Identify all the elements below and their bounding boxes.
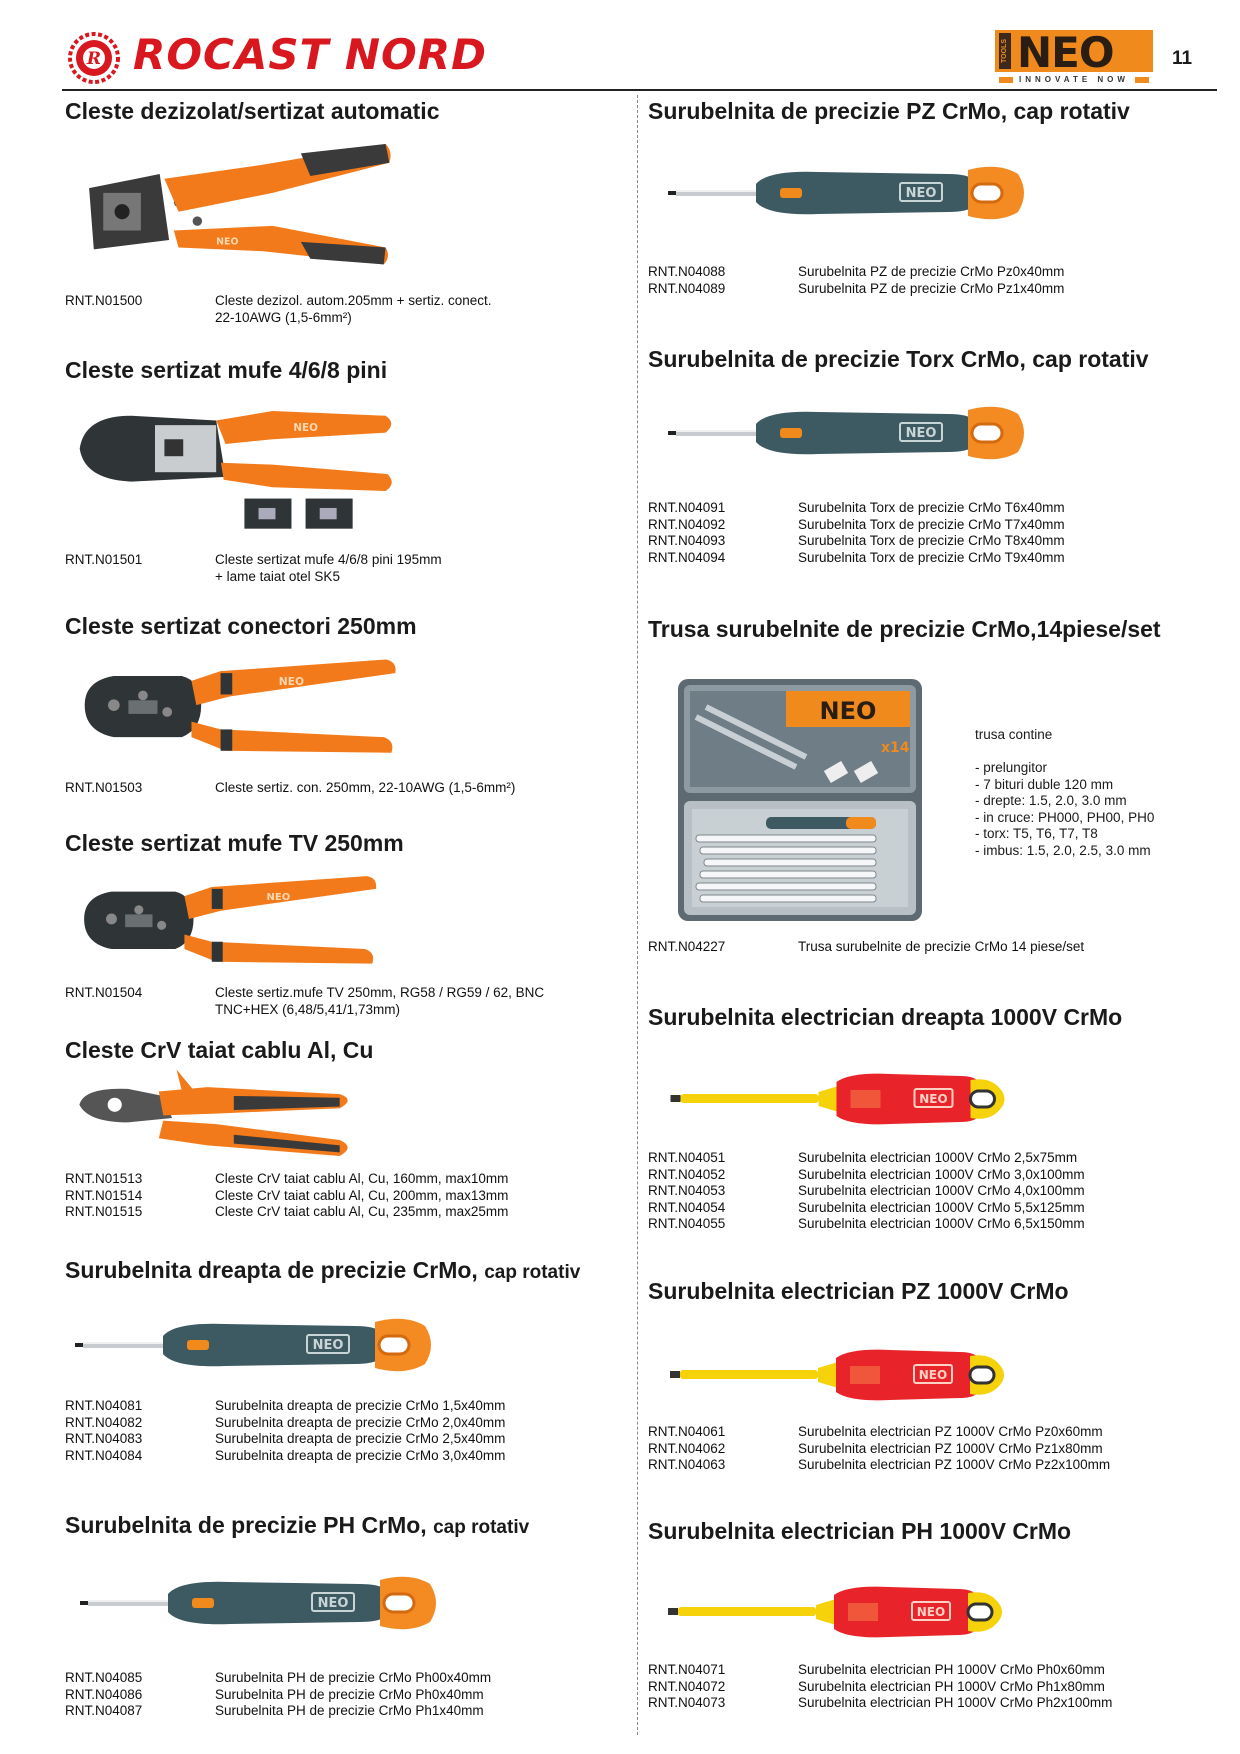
product-code: RNT.N04085 [65, 1670, 143, 1685]
product-row [65, 985, 625, 1002]
product-code: RNT.N04082 [65, 1414, 143, 1430]
product-description: Trusa surubelnite de precizie CrMo 14 piese/set [798, 939, 1085, 954]
product-code: RNT.N04081 [65, 1398, 143, 1413]
neo-logo-text: NEO [1017, 28, 1114, 77]
product-description: Surubelnita Torx de precizie CrMo T6x40mm [798, 500, 1065, 515]
product-description: Surubelnita electrician 1000V CrMo 6,5x150mm [798, 1216, 1085, 1231]
product-code: RNT.N04063 [648, 1457, 726, 1472]
header-divider [62, 89, 1217, 91]
product-row [648, 550, 1208, 567]
product-row [65, 1415, 625, 1432]
product-row [65, 1398, 625, 1415]
product-list [648, 1662, 1208, 1712]
section-title: Cleste dezizolat/sertizat automatic [65, 98, 440, 124]
product-list [65, 1670, 625, 1720]
neo-tagline-text: INNOVATE NOW [1019, 75, 1129, 84]
section-title: Surubelnita electrician PH 1000V CrMo [648, 1518, 1072, 1544]
product-description: Surubelnita electrician PH 1000V CrMo Ph0x60mm [798, 1662, 1105, 1677]
product-row [648, 264, 1208, 281]
product-list [65, 985, 625, 1018]
product-row-cont [65, 310, 625, 327]
product-row [648, 517, 1208, 534]
product-code: RNT.N04087 [65, 1703, 143, 1718]
product-row [65, 1687, 625, 1704]
product-row [65, 1204, 625, 1221]
product-code: RNT.N01514 [65, 1187, 143, 1203]
product-description: Surubelnita PH de precizie CrMo Ph0x40mm [215, 1686, 484, 1702]
product-description: Cleste CrV taiat cablu Al, Cu, 160mm, max10mm [215, 1171, 509, 1186]
product-description: Cleste dezizol. autom.205mm + sertiz. conect. [215, 293, 492, 308]
product-row [648, 1679, 1208, 1696]
product-code: RNT.N04088 [648, 264, 726, 279]
product-description: Surubelnita electrician 1000V CrMo 3,0x100mm [798, 1166, 1085, 1182]
logo-letter: R [86, 49, 102, 69]
product-description: Surubelnita Torx de precizie CrMo T7x40mm [798, 516, 1065, 532]
product-description: Surubelnita Torx de precizie CrMo T9x40mm [798, 549, 1065, 565]
product-code: RNT.N01515 [65, 1204, 143, 1219]
product-row [65, 1670, 625, 1687]
product-code: RNT.N04084 [65, 1447, 143, 1463]
product-list [65, 293, 625, 326]
section-title: Cleste sertizat conectori 250mm [65, 613, 417, 639]
product-list [65, 1398, 625, 1464]
connector-crimper-image [75, 650, 405, 770]
section-title: Surubelnita electrician dreapta 1000V CrMo [648, 1004, 1123, 1030]
cable-cutter-image [75, 1068, 375, 1168]
product-code: RNT.N04053 [648, 1183, 726, 1198]
product-description: Surubelnita PZ de precizie CrMo Pz0x40mm [798, 264, 1065, 279]
product-row [65, 1188, 625, 1205]
section-title: Cleste sertizat mufe TV 250mm [65, 830, 404, 856]
product-row [648, 1150, 1208, 1167]
product-code: RNT.N04086 [65, 1686, 143, 1702]
product-code: RNT.N04055 [648, 1216, 726, 1231]
product-code: RNT.N04061 [648, 1424, 726, 1439]
product-description: Surubelnita Torx de precizie CrMo T8x40mm [798, 533, 1065, 548]
product-row [65, 1171, 625, 1188]
product-list [65, 780, 625, 797]
column-divider [637, 95, 638, 1735]
modular-plug-crimper-image [75, 395, 395, 540]
product-description-line2: TNC+HEX (6,48/5,41/1,73mm) [215, 1001, 400, 1017]
product-code: RNT.N01504 [65, 985, 143, 1000]
product-description: Surubelnita electrician PH 1000V CrMo Ph1x80mm [798, 1678, 1105, 1694]
product-row [648, 1424, 1208, 1441]
insulated-screwdriver-image [668, 1064, 1013, 1134]
product-description: Cleste CrV taiat cablu Al, Cu, 200mm, max13mm [215, 1187, 509, 1203]
contents-line: - in cruce: PH000, PH00, PH0 [975, 809, 1155, 825]
product-description: Surubelnita PZ de precizie CrMo Pz1x40mm [798, 280, 1065, 296]
product-code: RNT.N04092 [648, 516, 726, 532]
product-description: Surubelnita dreapta de precizie CrMo 1,5x40mm [215, 1398, 506, 1413]
precision-screwdriver-image [668, 398, 1028, 468]
contents-line: - 7 bituri duble 120 mm [975, 776, 1114, 792]
product-description: Surubelnita electrician 1000V CrMo 5,5x125mm [798, 1199, 1085, 1215]
product-list [648, 1150, 1208, 1233]
product-code: RNT.N01513 [65, 1171, 143, 1186]
precision-screwdriver-image [80, 1568, 440, 1638]
product-row [65, 293, 625, 310]
section-title-main: Surubelnita de precizie PH CrMo, [65, 1512, 434, 1538]
product-code: RNT.N04072 [648, 1678, 726, 1694]
product-description: Surubelnita electrician PH 1000V CrMo Ph2x100mm [798, 1695, 1113, 1710]
product-description-line2: + lame taiat otel SK5 [215, 568, 340, 584]
insulated-screwdriver-image [665, 1340, 1015, 1410]
product-description: Cleste CrV taiat cablu Al, Cu, 235mm, max25mm [215, 1204, 509, 1219]
tv-connector-crimper-image [75, 866, 385, 981]
product-code: RNT.N04051 [648, 1150, 726, 1165]
product-row-cont [65, 1002, 625, 1019]
neo-logo [995, 28, 1153, 77]
product-description: Cleste sertiz. con. 250mm, 22-10AWG (1,5-6mm²) [215, 780, 516, 795]
product-row [648, 281, 1208, 298]
product-code: RNT.N01503 [65, 780, 143, 795]
product-description: Surubelnita dreapta de precizie CrMo 2,0x40mm [215, 1414, 506, 1430]
neo-tagline [995, 75, 1153, 85]
section-title: Cleste CrV taiat cablu Al, Cu [65, 1037, 374, 1063]
product-description: Surubelnita dreapta de precizie CrMo 3,0x40mm [215, 1447, 506, 1463]
product-code: RNT.N04054 [648, 1199, 726, 1215]
product-description: Surubelnita electrician PZ 1000V CrMo Pz0x60mm [798, 1424, 1103, 1439]
contents-line: trusa contine [975, 727, 1053, 742]
product-row [65, 1431, 625, 1448]
product-code: RNT.N01500 [65, 293, 143, 308]
page-number: 11 [1172, 48, 1193, 69]
product-row [65, 1448, 625, 1465]
section-title: Surubelnita de precizie PZ CrMo, cap rotativ [648, 98, 1130, 124]
product-row [65, 552, 625, 569]
contents-line [975, 744, 1154, 761]
product-list [648, 500, 1208, 566]
product-row [648, 500, 1208, 517]
product-row [648, 1183, 1208, 1200]
rocast-logo-icon [68, 32, 120, 84]
section-title-main: Surubelnita dreapta de precizie CrMo, [65, 1257, 485, 1283]
section-title-suffix: cap rotativ [484, 1262, 581, 1283]
product-row [65, 780, 625, 797]
product-list [648, 939, 1208, 956]
product-code: RNT.N04094 [648, 549, 726, 565]
product-code: RNT.N04052 [648, 1166, 726, 1182]
product-description: Surubelnita dreapta de precizie CrMo 2,5x40mm [215, 1431, 506, 1446]
section-title-suffix: cap rotativ [433, 1517, 530, 1538]
section-title: Surubelnita de precizie Torx CrMo, cap rotativ [648, 346, 1149, 372]
product-row [648, 1695, 1208, 1712]
product-list [65, 1171, 625, 1221]
section-title: Trusa surubelnite de precizie CrMo,14piese/set [648, 616, 1161, 642]
product-description: Surubelnita electrician 1000V CrMo 4,0x100mm [798, 1183, 1085, 1198]
precision-screwdriver-image [75, 1310, 435, 1380]
product-description: Surubelnita PH de precizie CrMo Ph1x40mm [215, 1703, 484, 1718]
product-row [65, 1703, 625, 1720]
contents-line: - prelungitor [975, 760, 1048, 775]
product-row [648, 1457, 1208, 1474]
product-code: RNT.N04091 [648, 500, 726, 515]
product-description: Cleste sertizat mufe 4/6/8 pini 195mm [215, 552, 442, 567]
screwdriver-set-case-image [676, 677, 924, 923]
product-description: Cleste sertiz.mufe TV 250mm, RG58 / RG59 / 62, BNC [215, 985, 545, 1000]
case-label: NEO [819, 697, 877, 725]
set-contents [975, 727, 1154, 859]
product-code: RNT.N04227 [648, 939, 726, 954]
product-code: RNT.N04089 [648, 280, 726, 296]
product-code: RNT.N01501 [65, 552, 143, 567]
product-row-cont [65, 569, 625, 586]
section-title [65, 1512, 529, 1539]
case-count: x14 [881, 740, 910, 756]
product-row [648, 1662, 1208, 1679]
precision-screwdriver-image [668, 158, 1028, 228]
product-row [648, 1200, 1208, 1217]
product-description: Surubelnita electrician PZ 1000V CrMo Pz1x80mm [798, 1440, 1103, 1456]
section-title [65, 1257, 580, 1284]
product-description: Surubelnita PH de precizie CrMo Ph00x40mm [215, 1670, 492, 1685]
product-code: RNT.N04083 [65, 1431, 143, 1446]
section-title: Surubelnita electrician PZ 1000V CrMo [648, 1278, 1069, 1304]
insulated-screwdriver-image [668, 1577, 1008, 1647]
product-code: RNT.N04071 [648, 1662, 726, 1677]
contents-line: - drepte: 1.5, 2.0, 3.0 mm [975, 793, 1127, 808]
brand-name: ROCAST NORD [133, 30, 487, 79]
product-list [65, 552, 625, 585]
product-description: Surubelnita electrician 1000V CrMo 2,5x75mm [798, 1150, 1078, 1165]
product-description: Surubelnita electrician PZ 1000V CrMo Pz2x100mm [798, 1457, 1111, 1472]
product-code: RNT.N04062 [648, 1440, 726, 1456]
product-code: RNT.N04093 [648, 533, 726, 548]
product-row [648, 939, 1208, 956]
product-code: RNT.N04073 [648, 1695, 726, 1710]
product-row [648, 1167, 1208, 1184]
contents-line: - torx: T5, T6, T7, T8 [975, 826, 1098, 841]
product-list [648, 264, 1208, 297]
contents-line: - imbus: 1.5, 2.0, 2.5, 3.0 mm [975, 842, 1151, 858]
product-row [648, 1216, 1208, 1233]
product-description-line2: 22-10AWG (1,5-6mm²) [215, 309, 352, 325]
product-row [648, 533, 1208, 550]
wire-stripper-crimper-image [75, 132, 395, 282]
product-list [648, 1424, 1208, 1474]
product-row [648, 1441, 1208, 1458]
section-title: Cleste sertizat mufe 4/6/8 pini [65, 357, 388, 383]
neo-logo-side: TOOLS [999, 33, 1011, 69]
